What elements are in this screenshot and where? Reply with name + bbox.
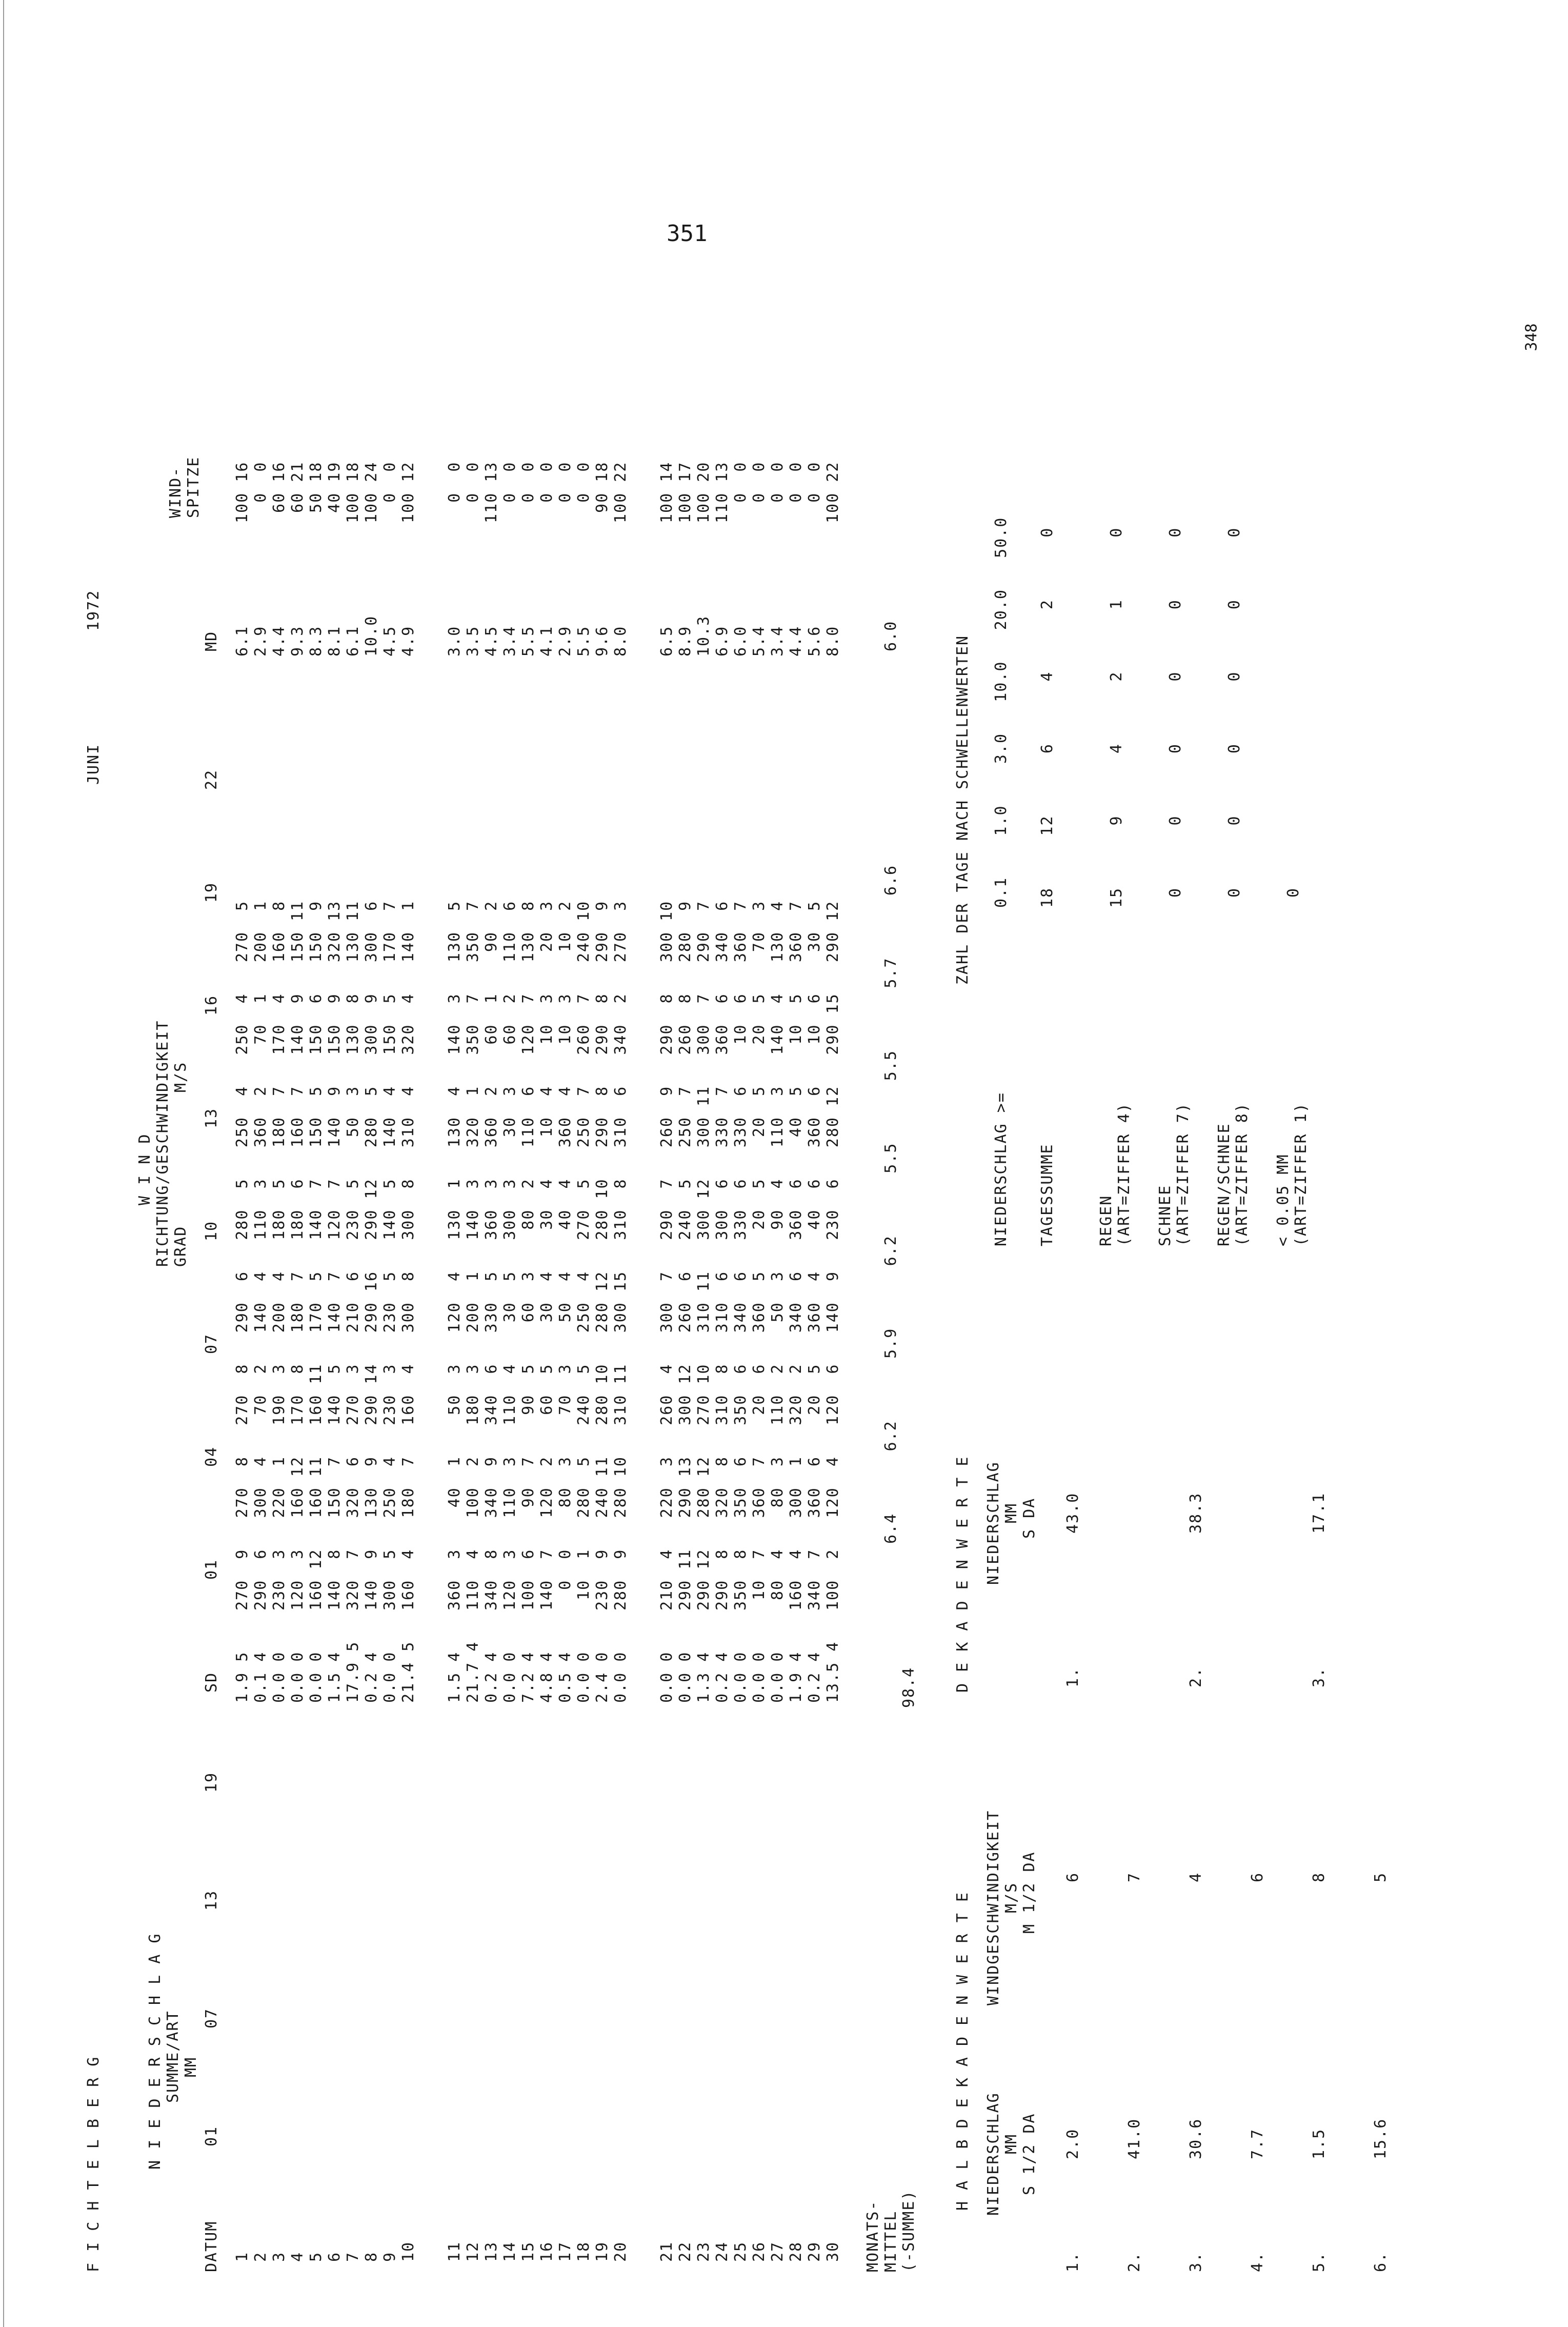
day-spitze: 0 0 xyxy=(501,461,519,523)
col-01: 01 xyxy=(203,2125,220,2146)
day-spitze: 100 12 xyxy=(399,461,417,523)
day-number: 11 xyxy=(446,2241,464,2262)
day-wind: 340 8 340 9 340 6 330 5 360 3 360 2 60 1 90 2 xyxy=(483,900,500,1610)
halb-precip: 7.7 xyxy=(1249,2128,1267,2159)
day-sd: 0.0 0 xyxy=(575,1651,593,1703)
day-spitze: 0 0 xyxy=(732,461,750,523)
halb-wind: 8 xyxy=(1310,1872,1328,1882)
day-number: 8 xyxy=(363,2251,380,2262)
niederschlag-sub2: MM xyxy=(182,2056,200,2077)
day-spitze: 0 0 xyxy=(381,461,399,523)
dek-hs: S DA xyxy=(1020,1497,1038,1539)
schwellen-row-label: < 0.05 MM xyxy=(1274,1153,1292,1246)
day-sd: 1.5 4 xyxy=(446,1651,464,1703)
day-sd: 0.0 0 xyxy=(750,1651,768,1703)
day-wind: 280 9 280 10 310 11 300 15 310 8 310 6 340 2 270 3 xyxy=(612,900,630,1610)
halb-index: 3. xyxy=(1187,2251,1205,2272)
day-spitze: 0 0 xyxy=(575,461,593,523)
schwellen-row-label: TAGESSUMME xyxy=(1038,1143,1056,1246)
day-number: 27 xyxy=(769,2241,787,2262)
day-wind: 290 8 320 8 310 8 310 6 300 6 330 7 360 6 340 6 xyxy=(713,900,731,1610)
spitze-header-2: SPITZE xyxy=(185,456,203,518)
day-md: 6.1 xyxy=(233,625,251,657)
day-number: 30 xyxy=(824,2241,842,2262)
dek-value: 43.0 xyxy=(1064,1492,1082,1534)
day-spitze: 100 22 xyxy=(612,461,630,523)
day-sd: 0.0 0 xyxy=(289,1651,307,1703)
day-wind: 10 7 360 7 20 6 360 5 20 5 20 5 20 5 70 3 xyxy=(750,900,768,1610)
schwellen-row-label: REGEN xyxy=(1097,1195,1115,1246)
day-number: 20 xyxy=(612,2241,630,2262)
day-wind: 320 7 320 6 270 3 210 6 230 5 50 3 130 8 130 11 xyxy=(344,900,362,1610)
schwellen-row-values: 15 9 4 2 1 0 xyxy=(1108,527,1125,908)
day-md: 3.5 xyxy=(464,625,482,657)
day-number: 5 xyxy=(307,2251,325,2262)
day-wind: 290 11 290 13 300 12 260 6 240 5 250 7 260 8 280 9 xyxy=(676,900,694,1610)
day-wind: 160 4 180 7 160 4 300 8 300 8 310 4 320 4 140 1 xyxy=(399,900,417,1610)
schwellen-label: NIEDERSCHLAG >= xyxy=(992,1092,1010,1246)
day-md: 8.0 xyxy=(612,625,630,657)
day-wind: 10 1 280 5 240 5 250 4 270 5 250 7 260 7 240 10 xyxy=(575,900,593,1610)
schwellen-row-values: 18 12 6 4 2 0 xyxy=(1038,527,1056,908)
wind-col-10: 10 xyxy=(203,1220,220,1241)
day-number: 6 xyxy=(326,2251,344,2262)
day-md: 5.5 xyxy=(575,625,593,657)
day-spitze: 0 0 xyxy=(446,461,464,523)
halb-precip: 1.5 xyxy=(1310,2128,1328,2159)
halb-index: 5. xyxy=(1310,2251,1328,2272)
wind-sub1: RICHTUNG/GESCHWINDIGKEIT xyxy=(154,1020,172,1267)
day-sd: 21.4 5 xyxy=(399,1641,417,1703)
schwellen-row-sublabel: (ART=ZIFFER 7) xyxy=(1174,1102,1192,1246)
dek-value: 17.1 xyxy=(1310,1492,1328,1534)
wind-col-19: 19 xyxy=(203,882,220,903)
dek-index: 3. xyxy=(1310,1666,1328,1687)
halb-h2: WINDGESCHWINDIGKEIT xyxy=(984,1809,1002,2005)
day-sd: 0.2 4 xyxy=(483,1651,500,1703)
day-wind: 100 6 90 7 90 5 60 3 80 2 110 6 120 7 130 8 xyxy=(519,900,537,1610)
schwellen-row-label: REGEN/SCHNEE xyxy=(1215,1123,1233,1246)
day-number: 9 xyxy=(381,2251,399,2262)
halb-index: 4. xyxy=(1249,2251,1267,2272)
day-md: 10.3 xyxy=(695,615,713,657)
day-wind: 210 4 220 3 260 4 300 7 290 7 260 9 290 8 300 10 xyxy=(658,900,676,1610)
day-spitze: 0 0 xyxy=(464,461,482,523)
halb-wind: 6 xyxy=(1064,1872,1082,1882)
monats-wind: 6.4 6.2 5.9 6.2 5.5 5.5 5.7 6.6 xyxy=(882,864,900,1544)
day-spitze: 100 24 xyxy=(363,461,380,523)
day-sd: 13.5 4 xyxy=(824,1641,842,1703)
wind-col-16: 16 xyxy=(203,995,220,1016)
schwellen-thresholds: 0.1 1.0 3.0 10.0 20.0 50.0 xyxy=(992,516,1010,908)
day-wind: 350 8 350 6 350 6 340 6 330 6 330 6 10 6 360 7 xyxy=(732,900,750,1610)
day-sd: 1.9 4 xyxy=(787,1651,805,1703)
halb-precip: 41.0 xyxy=(1125,2118,1143,2159)
day-sd: 0.1 4 xyxy=(252,1651,270,1703)
page-number: 351 xyxy=(667,221,708,247)
datum-header: DATUM xyxy=(203,2220,220,2272)
corner-number: 348 xyxy=(1522,323,1541,351)
day-number: 26 xyxy=(750,2241,768,2262)
day-sd: 17.9 5 xyxy=(344,1641,362,1703)
day-spitze: 50 18 xyxy=(307,461,325,523)
day-spitze: 100 18 xyxy=(344,461,362,523)
day-sd: 0.0 0 xyxy=(501,1651,519,1703)
day-number: 21 xyxy=(658,2241,676,2262)
wind-col-04: 04 xyxy=(203,1446,220,1467)
wind-grad: GRAD xyxy=(172,1225,190,1267)
halb-precip: 2.0 xyxy=(1064,2128,1082,2159)
rotated-table-sheet xyxy=(64,118,1449,2272)
day-spitze: 0 0 xyxy=(787,461,805,523)
day-wind: 120 3 110 3 110 4 30 5 300 3 30 3 60 2 110 6 xyxy=(501,900,519,1610)
day-sd: 1.9 5 xyxy=(233,1651,251,1703)
dek-value: 38.3 xyxy=(1187,1492,1205,1534)
day-wind: 140 7 120 2 60 5 30 4 30 4 10 4 10 3 20 3 xyxy=(538,900,556,1610)
monats-label-2: MITTEL xyxy=(882,2210,900,2272)
schwellen-row-sublabel: (ART=ZIFFER 8) xyxy=(1233,1102,1251,1246)
day-spitze: 0 0 xyxy=(750,461,768,523)
dek-h: NIEDERSCHLAG xyxy=(984,1461,1002,1585)
day-sd: 0.2 4 xyxy=(713,1651,731,1703)
day-md: 3.0 xyxy=(446,625,464,657)
monats-md: 6.0 xyxy=(882,620,900,651)
col-19: 19 xyxy=(203,1772,220,1793)
day-sd: 0.0 0 xyxy=(307,1651,325,1703)
day-number: 28 xyxy=(787,2241,805,2262)
col-sd: SD xyxy=(203,1672,220,1693)
day-md: 4.4 xyxy=(270,625,288,657)
day-md: 8.3 xyxy=(307,625,325,657)
col-md: MD xyxy=(203,630,220,651)
col-13: 13 xyxy=(203,1890,220,1911)
day-number: 13 xyxy=(483,2241,500,2262)
day-md: 8.0 xyxy=(824,625,842,657)
dek-index: 2. xyxy=(1187,1666,1205,1687)
day-spitze: 0 0 xyxy=(769,461,787,523)
dekaden-title: D E K A D E N W E R T E xyxy=(954,1456,972,1693)
halb-wind: 7 xyxy=(1125,1872,1143,1882)
halb-h1: NIEDERSCHLAG xyxy=(984,2092,1002,2216)
day-md: 10.0 xyxy=(363,615,380,657)
day-wind: 230 3 220 1 190 3 200 4 180 5 180 7 170 4 160 8 xyxy=(270,900,288,1610)
day-number: 22 xyxy=(676,2241,694,2262)
day-sd: 0.5 4 xyxy=(556,1651,574,1703)
halb-index: 1. xyxy=(1064,2251,1082,2272)
day-wind: 80 4 80 3 110 2 50 3 90 4 110 3 140 4 130 4 xyxy=(769,900,787,1610)
day-sd: 4.8 4 xyxy=(538,1651,556,1703)
day-number: 1 xyxy=(233,2251,251,2262)
day-md: 4.4 xyxy=(787,625,805,657)
day-sd: 2.4 0 xyxy=(593,1651,611,1703)
day-md: 9.3 xyxy=(289,625,307,657)
day-md: 8.1 xyxy=(326,625,344,657)
halb-precip: 30.6 xyxy=(1187,2118,1205,2159)
day-number: 19 xyxy=(593,2241,611,2262)
day-number: 15 xyxy=(519,2241,537,2262)
dek-hu: MM xyxy=(1002,1502,1020,1523)
day-sd: 0.0 0 xyxy=(676,1651,694,1703)
day-spitze: 0 0 xyxy=(252,461,270,523)
day-spitze: 110 13 xyxy=(713,461,731,523)
day-sd: 0.0 0 xyxy=(658,1651,676,1703)
day-md: 6.0 xyxy=(732,625,750,657)
day-wind: 160 4 300 1 320 2 340 6 360 6 40 5 10 5 360 7 xyxy=(787,900,805,1610)
day-sd: 0.0 0 xyxy=(270,1651,288,1703)
day-spitze: 100 22 xyxy=(824,461,842,523)
halb-h1u: MM xyxy=(1002,2133,1020,2154)
halb-wind: 6 xyxy=(1249,1872,1267,1882)
day-wind: 290 12 280 12 270 10 310 11 300 12 300 11 300 7 290 7 xyxy=(695,900,713,1610)
day-number: 3 xyxy=(270,2251,288,2262)
wind-col-07: 07 xyxy=(203,1333,220,1354)
day-spitze: 0 0 xyxy=(806,461,823,523)
monats-label-1: MONATS- xyxy=(864,2200,882,2272)
day-wind: 290 6 300 4 70 2 140 4 110 3 360 2 70 1 200 1 xyxy=(252,900,270,1610)
day-wind: 140 9 130 9 290 14 290 16 290 12 280 5 300 9 300 6 xyxy=(363,900,380,1610)
day-wind: 160 12 160 11 160 11 170 5 140 7 150 5 150 6 150 9 xyxy=(307,900,325,1610)
wind-col-22: 22 xyxy=(203,769,220,790)
scan-edge xyxy=(3,0,4,2327)
day-sd: 0.0 0 xyxy=(612,1651,630,1703)
station-title: F I C H T E L B E R G xyxy=(85,2056,103,2272)
day-spitze: 60 21 xyxy=(289,461,307,523)
wind-col-01: 01 xyxy=(203,1559,220,1580)
day-md: 5.5 xyxy=(519,625,537,657)
day-spitze: 100 14 xyxy=(658,461,676,523)
day-spitze: 0 0 xyxy=(519,461,537,523)
schwellen-row-sublabel: (ART=ZIFFER 1) xyxy=(1292,1102,1310,1246)
col-07: 07 xyxy=(203,2007,220,2028)
niederschlag-title: N I E D E R S C H L A G xyxy=(146,1933,164,2170)
day-sd: 0.0 0 xyxy=(732,1651,750,1703)
monats-sd: 98.4 xyxy=(900,1666,918,1708)
day-md: 4.5 xyxy=(483,625,500,657)
day-spitze: 100 17 xyxy=(676,461,694,523)
halb-index: 2. xyxy=(1125,2251,1143,2272)
month-label: JUNI xyxy=(85,743,103,785)
day-spitze: 60 16 xyxy=(270,461,288,523)
day-number: 14 xyxy=(501,2241,519,2262)
day-sd: 1.3 4 xyxy=(695,1651,713,1703)
day-spitze: 0 0 xyxy=(538,461,556,523)
day-md: 4.1 xyxy=(538,625,556,657)
day-sd: 0.2 4 xyxy=(806,1651,823,1703)
day-number: 4 xyxy=(289,2251,307,2262)
halb-precip: 15.6 xyxy=(1372,2118,1390,2159)
day-wind: 120 3 160 12 170 8 180 7 180 6 160 7 140 9 150 11 xyxy=(289,900,307,1610)
day-number: 17 xyxy=(556,2241,574,2262)
day-number: 7 xyxy=(344,2251,362,2262)
day-wind: 100 2 120 4 120 6 140 9 230 6 280 12 290 15 290 12 xyxy=(824,900,842,1610)
day-md: 3.4 xyxy=(769,625,787,657)
monats-label-3: (-SUMME) xyxy=(900,2190,918,2272)
wind-ms: M/S xyxy=(172,1061,190,1092)
halb-wind: 5 xyxy=(1372,1872,1390,1882)
day-sd: 21.7 4 xyxy=(464,1641,482,1703)
day-number: 23 xyxy=(695,2241,713,2262)
day-sd: 7.2 4 xyxy=(519,1651,537,1703)
schwellen-row-values: 0 xyxy=(1284,887,1302,908)
day-sd: 1.5 4 xyxy=(326,1651,344,1703)
day-number: 29 xyxy=(806,2241,823,2262)
niederschlag-sub1: SUMME/ART xyxy=(164,2010,182,2103)
day-wind: 270 9 270 8 270 8 290 6 280 5 250 4 250 4 270 5 xyxy=(233,900,251,1610)
day-spitze: 110 13 xyxy=(483,461,500,523)
day-md: 8.9 xyxy=(676,625,694,657)
halbdekaden-title: H A L B D E K A D E N W E R T E xyxy=(954,1892,972,2211)
dek-index: 1. xyxy=(1064,1666,1082,1687)
day-sd: 0.2 4 xyxy=(363,1651,380,1703)
day-wind: 0 0 80 3 70 3 50 4 40 4 360 4 10 3 10 2 xyxy=(556,900,574,1610)
wind-title: W I N D xyxy=(136,1133,154,1205)
day-wind: 340 7 360 6 20 5 360 4 40 6 360 6 10 6 30 5 xyxy=(806,900,823,1610)
day-sd: 0.0 0 xyxy=(769,1651,787,1703)
halb-index: 6. xyxy=(1372,2251,1390,2272)
day-spitze: 0 0 xyxy=(556,461,574,523)
day-wind: 110 4 100 2 180 3 200 1 140 3 320 1 350 7 350 7 xyxy=(464,900,482,1610)
year-label: 1972 xyxy=(85,589,103,631)
halb-h2s: M 1/2 DA xyxy=(1020,1851,1038,1934)
day-md: 6.1 xyxy=(344,625,362,657)
schwellen-title: ZAHL DER TAGE NACH SCHWELLENWERTEN xyxy=(954,634,972,985)
day-md: 4.9 xyxy=(399,625,417,657)
day-md: 6.5 xyxy=(658,625,676,657)
day-md: 2.9 xyxy=(252,625,270,657)
day-number: 16 xyxy=(538,2241,556,2262)
day-wind: 140 8 150 7 140 5 140 7 120 7 140 9 150 9 320 13 xyxy=(326,900,344,1610)
day-number: 12 xyxy=(464,2241,482,2262)
day-number: 18 xyxy=(575,2241,593,2262)
day-wind: 360 3 40 1 50 3 120 4 130 1 130 4 140 3 130 5 xyxy=(446,900,464,1610)
day-md: 6.9 xyxy=(713,625,731,657)
day-md: 2.9 xyxy=(556,625,574,657)
day-spitze: 100 20 xyxy=(695,461,713,523)
schwellen-row-label: SCHNEE xyxy=(1156,1184,1174,1246)
day-spitze: 40 19 xyxy=(326,461,344,523)
day-wind: 300 5 250 4 230 3 230 5 140 5 140 4 150 5 170 7 xyxy=(381,900,399,1610)
wind-col-13: 13 xyxy=(203,1107,220,1128)
halb-h1s: S 1/2 DA xyxy=(1020,2113,1038,2195)
spitze-header-1: WIND- xyxy=(167,466,185,518)
day-md: 4.5 xyxy=(381,625,399,657)
schwellen-row-values: 0 0 0 0 0 0 xyxy=(1167,527,1184,908)
day-spitze: 90 18 xyxy=(593,461,611,523)
day-wind: 230 9 240 11 280 10 280 12 280 10 290 8 290 8 290 9 xyxy=(593,900,611,1610)
day-md: 9.6 xyxy=(593,625,611,657)
day-md: 3.4 xyxy=(501,625,519,657)
day-sd: 0.0 0 xyxy=(381,1651,399,1703)
day-number: 25 xyxy=(732,2241,750,2262)
day-number: 2 xyxy=(252,2251,270,2262)
day-spitze: 100 16 xyxy=(233,461,251,523)
day-md: 5.6 xyxy=(806,625,823,657)
day-number: 10 xyxy=(399,2241,417,2262)
halb-h2u: M/S xyxy=(1002,1882,1020,1913)
schwellen-row-sublabel: (ART=ZIFFER 4) xyxy=(1115,1102,1133,1246)
schwellen-row-values: 0 0 0 0 0 0 xyxy=(1225,527,1243,908)
day-md: 5.4 xyxy=(750,625,768,657)
halb-wind: 4 xyxy=(1187,1872,1205,1882)
day-number: 24 xyxy=(713,2241,731,2262)
